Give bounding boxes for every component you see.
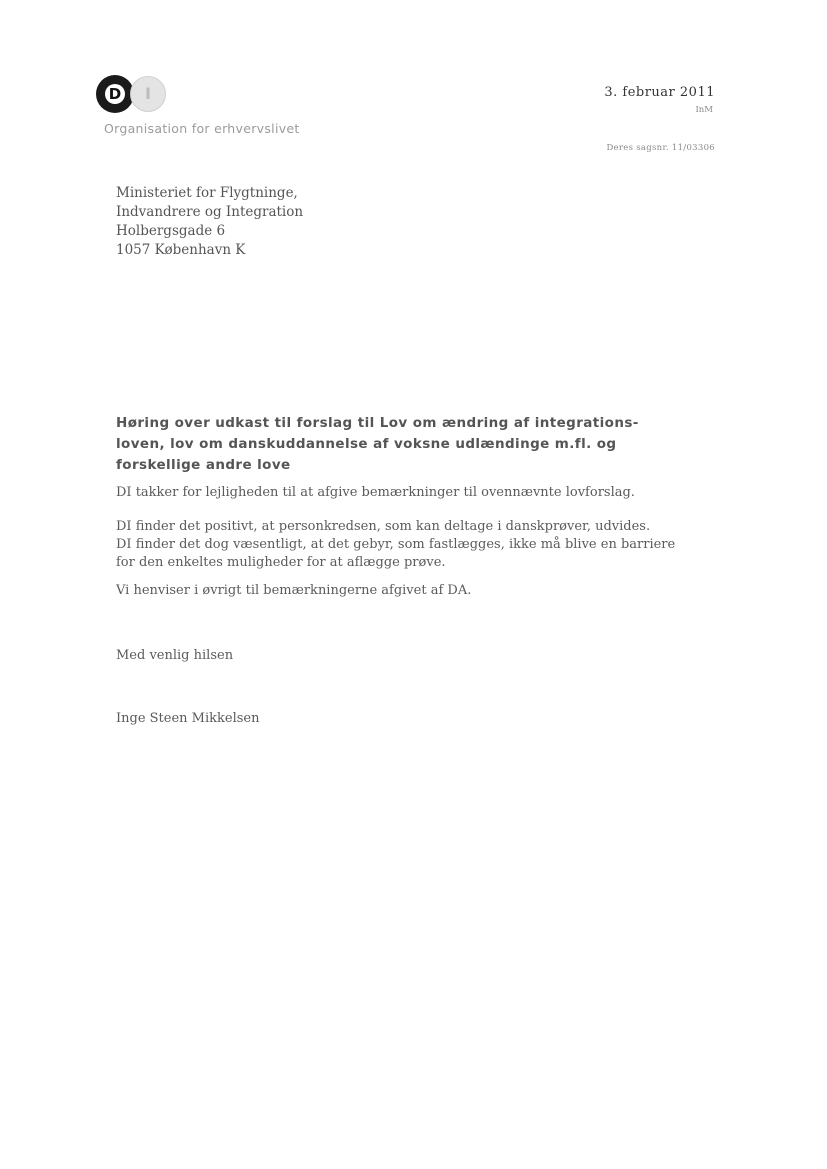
organisation-name: Organisation for erhvervslivet [104,121,300,136]
address-line: Indvandrere og Integration [116,204,304,220]
logo-i-circle [130,76,166,112]
body-line: for den enkeltes muligheder for at aflægge prøve. [116,555,446,570]
body-paragraph-3 [116,582,646,600]
body-line: DI finder det dog væsentligt, at det gebyr, som fastlægges, ikke må blive en barriere [116,537,676,552]
body-line: Vi henviser i øvrigt til bemærkningerne afgivet af DA. [116,583,472,598]
subject-line: Høring over udkast til forslag til Lov om ændring af integrations- [116,415,639,431]
letter-date: 3. februar 2011 [604,85,715,100]
logo-d-circle [96,75,134,113]
recipient-address [116,184,303,260]
address-line: Holbergsgade 6 [116,223,226,239]
subject-heading [116,413,646,476]
subject-line: forskellige andre love [116,457,291,473]
subject-line: loven, lov om danskuddannelse af voksne udlændinge m.fl. og [116,436,617,452]
body-paragraph-2 [116,518,676,572]
body-line: DI takker for lejligheden til at afgive bemærkninger til ovennævnte lovforslag. [116,485,635,500]
logo-i-letter: I [145,84,151,103]
closing-greeting: Med venlig hilsen [116,648,234,663]
di-logo [96,75,170,115]
address-line: 1057 København K [116,242,246,258]
body-paragraph-1 [116,484,646,502]
address-line: Ministeriet for Flygtninge, [116,185,298,201]
body-line: DI finder det positivt, at personkredsen, som kan deltage i danskprøver, udvides. [116,519,651,534]
author-initials: InM [695,105,713,115]
case-reference: Deres sagsnr. 11/03306 [606,143,715,153]
logo-d-letter: D [105,84,125,104]
signature-name: Inge Steen Mikkelsen [116,711,260,726]
